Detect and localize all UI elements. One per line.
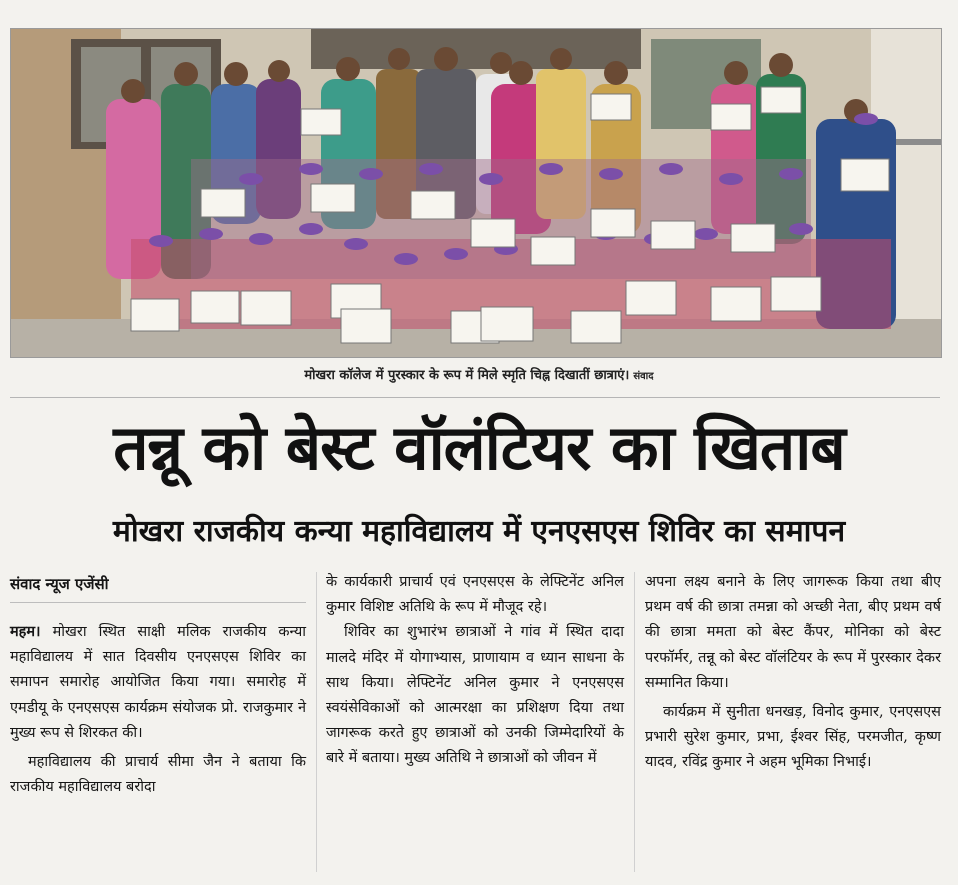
article-paragraph-3: के कार्यकारी प्राचार्य एवं एनएसएस के लेफ्टिनेंट अनिल कुमार विशिष्ट अतिथि के रूप में मौजूद रहे। (326, 574, 624, 616)
column-divider (634, 572, 635, 872)
article-paragraph-1 (10, 619, 306, 746)
article-paragraph-2: महाविद्यालय की प्राचार्य सीमा जैन ने बताया कि राजकीय महाविद्यालय बरोदा (10, 754, 306, 796)
article-paragraph-6: कार्यक्रम में सुनीता धनखड़, विनोद कुमार, एनएसएस प्रभारी सुरेश कुमार, प्रभा, ईश्वर सिंह, परमजीत, कृष्ण यादव, रविंद्र कुमार ने अहम भूमिका निभाई। (645, 704, 941, 771)
subheadline: मोखरा राजकीय कन्या महाविद्यालय में एनएसएस शिविर का समापन (112, 514, 846, 549)
article-column-2 (326, 570, 624, 772)
caption-text: मोखरा कॉलेज में पुरस्कार के रूप में मिले स्मृति चिह्न दिखातीं छात्राएं। (304, 368, 630, 383)
caption-credit: संवाद (633, 371, 654, 382)
article-paragraph-4: शिविर का शुभारंभ छात्राओं ने गांव में स्थित दादा मालदे मंदिर में योगाभ्यास, प्राणायाम व ध्यान साधना के साथ किया। लेफ्टिनेंट अनिल कुमार ने एनएसएस स्वयंसेविकाओं को आत्मरक्षा का प्रशिक्षण दिया तथा जागरूक करते हुए छात्राओं को उनकी जिम्मेदारियों के बारे में बताया। मुख्य अतिथि ने छात्राओं को जीवन में (326, 624, 624, 767)
group-photo (10, 28, 942, 358)
group-photo-illustration (11, 29, 941, 357)
article-column-3 (645, 570, 941, 776)
section-divider (10, 397, 940, 398)
column-divider (316, 572, 317, 872)
paragraph-1-text: मोखरा स्थित साक्षी मलिक राजकीय कन्या महाविद्यालय में सात दिवसीय एनएसएस शिविर का समापन समारोह आयोजित किया गया। समारोह में एमडीयू के एनएसएस कार्यक्रम संयोजक प्रो. राजकुमार ने मुख्य रूप से शिरकत की। (10, 624, 306, 741)
dateline: महम। (10, 623, 41, 640)
photo-caption (0, 365, 958, 383)
byline: संवाद न्यूज एजेंसी (10, 570, 306, 603)
headline: तन्नू को बेस्ट वॉलंटियर का खिताब (113, 411, 845, 484)
article-column-1 (10, 570, 306, 800)
article-paragraph-5: अपना लक्ष्य बनाने के लिए जागरूक किया तथा बीए प्रथम वर्ष की छात्रा तमन्ना को अच्छी नेता, बीए प्रथम वर्ष की छात्रा ममता को बेस्ट कैंपर, मोनिका को बेस्ट परफॉर्मर, तन्नू को बेस्ट वॉलंटियर के रूप में पुरस्कार देकर सम्मानित किया। (645, 574, 941, 691)
